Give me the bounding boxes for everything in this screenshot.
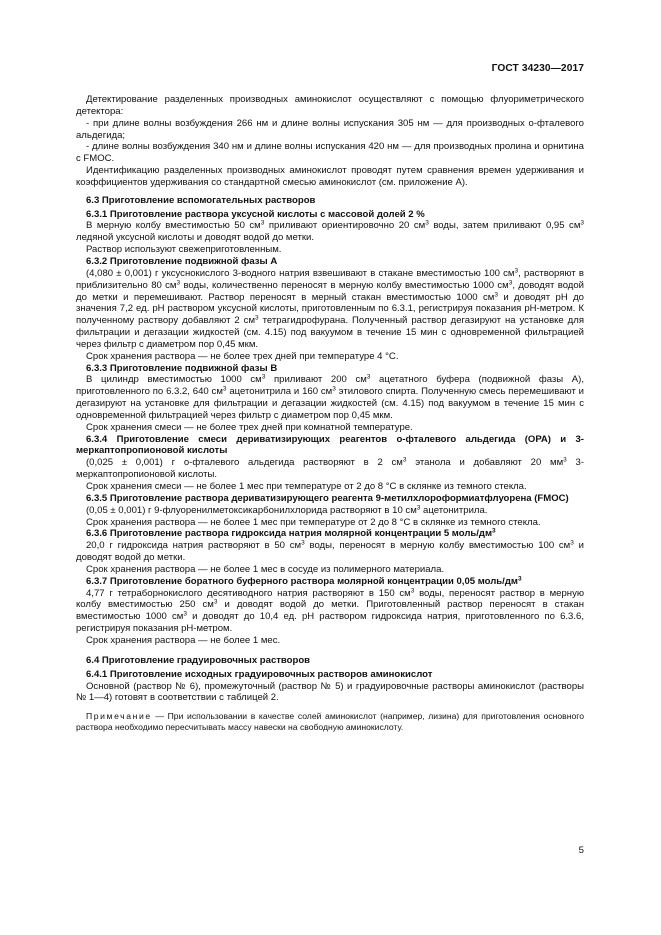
note: Примечание — При использовании в качестве солей аминокислот (например, лизина) для приготовления основного раствора необходимо пересчитывать массу навески на свободную аминокислоту. xyxy=(76,711,584,733)
subsection-heading-6-3-4: 6.3.4 Приготовление смеси дериватизирующих реагентов о-фталевого альдегида (ОРА) и 3-меркаптопропионовой кислоты xyxy=(76,433,584,457)
paragraph: (4,080 ± 0,001) г уксуснокислого 3-водного натрия взвешивают в стакане вместимостью 100 $см^3$, растворяют в приблизительно 80 $см^3$ воды, количественно переносят в мерную колбу вместимостью 1000 $см^3$, доводят водой до метки и перемешивают. Раствор переносят в мерный стакан вместимостью 1000 $см^3$ и доводят pH до значения 7,2 ед. pH раствором уксусной кислоты, приготовленным по 6.3.1, регистрируя показания pH-метром. К полученному раствору добавляют 2 $см^3$ тетрагидрофурана. Полученный раствор дегазируют на установке для фильтрации и дегазации жидкостей (см. 4.15) под вакуумом в течение 15 мин с одновременной фильтрацией через фильтр с диаметром пор 0,45 мкм. xyxy=(76,267,585,350)
subsection-heading-6-4-1: 6.4.1 Приготовление исходных градуировочных растворов аминокислот xyxy=(86,668,433,680)
subsection-heading-6-3-3: 6.3.3 Приготовление подвижной фазы В xyxy=(86,362,278,374)
paragraph: Срок хранения раствора — не более 1 мес в сосуде из полимерного материала. xyxy=(86,563,445,575)
subsection-heading-6-3-7: 6.3.7 Приготовление боратного буферного раствора молярной концентрации 0,05 моль/$дм^3$ xyxy=(86,575,522,587)
subsection-heading-6-3-1: 6.3.1 Приготовление раствора уксусной кислоты с массовой долей 2 % xyxy=(86,208,425,220)
section-heading-6-4: 6.4 Приготовление градуировочных растворов xyxy=(86,654,311,666)
paragraph: Срок хранения смеси — не более трех дней при комнатной температуре. xyxy=(86,421,413,433)
paragraph: Срок хранения раствора — не более 1 мес при температуре от 2 до 8 °С в склянке из темного стекла. xyxy=(86,516,541,528)
paragraph: 20,0 г гидроксида натрия растворяют в 50 $см^3$ воды, переносят в мерную колбу вместимостью 100 $см^3$ и доводят водой до метки. xyxy=(76,539,584,564)
paragraph: Детектирование разделенных производных аминокислот осуществляют с помощью флуориметрического детектора: xyxy=(76,94,584,117)
paragraph: Основной (раствор № 6), промежуточный (раствор № 5) и градуировочные растворы аминокислот (растворы № 1—4) готовят в соответствии с таблицей 2. xyxy=(76,680,584,704)
paragraph: В мерную колбу вместимостью 50 $см^3$ приливают ориентировочно 20 $см^3$ воды, затем приливают 0,95 $см^3$ ледяной уксусной кислоты и доводят водой до метки. xyxy=(76,219,585,244)
paragraph: В цилиндр вместимостью 1000 $см^3$ приливают 200 $см^3$ ацетатного буфера (подвижной фазы А), приготовленного по 6.3.2, 640 $см^3$ ацетонитрила и 160 $см^3$ этилового спирта. Полученную смесь перемешивают и дегазируют на установке для фильтрации и дегазации жидкостей (см. 4.15) под вакуумом в течение 15 мин с одновременной фильтрацией через фильтр с диаметром пор 0,45 мкм. xyxy=(76,373,584,421)
subsection-heading-6-3-6: 6.3.6 Приготовление раствора гидроксида натрия молярной концентрации 5 моль/$дм^3$ xyxy=(86,527,496,540)
document-body xyxy=(76,94,584,733)
section-heading-6-3: 6.3 Приготовление вспомогательных растворов xyxy=(86,194,316,206)
paragraph: Срок хранения раствора — не более 1 мес. xyxy=(86,634,281,646)
paragraph: Срок хранения смеси — не более 1 мес при температуре от 2 до 8 °С в склянке из темного стекла. xyxy=(86,481,527,492)
document-header: ГОСТ 34230—2017 xyxy=(491,63,584,74)
list-item: - длине волны возбуждения 340 нм и длине волны испускания 420 нм — для производных пролина и орнитина с FMOC. xyxy=(76,141,584,165)
paragraph: (0,05 ± 0,001) г 9-флуоренилметоксикарбонилхлорида растворяют в 10 $см^3$ ацетонитрила. xyxy=(86,504,488,516)
paragraph: Срок хранения раствора — не более трех дней при температуре 4 °С. xyxy=(86,350,399,362)
paragraph: Раствор используют свежеприготовленным. xyxy=(86,244,282,256)
page-number: 5 xyxy=(578,845,584,856)
list-item: - при длине волны возбуждения 266 нм и длине волны испускания 305 нм — для производных о-фталевого альдегида; xyxy=(76,117,584,141)
note-label: Примечание xyxy=(86,711,152,722)
paragraph: (0,025 ± 0,001) г о-фталевого альдегида растворяют в 2 $см^3$ этанола и добавляют 20 $мм^3$ 3-меркаптопропионовой кислоты. xyxy=(76,456,584,481)
subsection-heading-6-3-2: 6.3.2 Приготовление подвижной фазы А xyxy=(86,255,278,267)
subsection-heading-6-3-5: 6.3.5 Приготовление раствора дериватизирующего реагента 9-метилхлороформиатфлуорена (FMOC) xyxy=(86,492,569,504)
paragraph: 4,77 г тетраборнокислого десятиводного натрия растворяют в 150 $см^3$ воды, переносят раствор в мерную колбу вместимостью 250 $см^3$ и доводят водой до метки. Приготовленный раствор переносят в стакан вместимостью 1000 $см^3$ и доводят до 10,4 ед. pH раствором гидроксида натрия, приготовленного по 6.3.6, регистрируя показания pH-метром. xyxy=(76,587,584,635)
paragraph: Идентификацию разделенных производных аминокислот проводят путем сравнения времен удерживания и коэффициентов удерживания со стандартной смесью аминокислот (см. приложение А). xyxy=(76,165,584,188)
